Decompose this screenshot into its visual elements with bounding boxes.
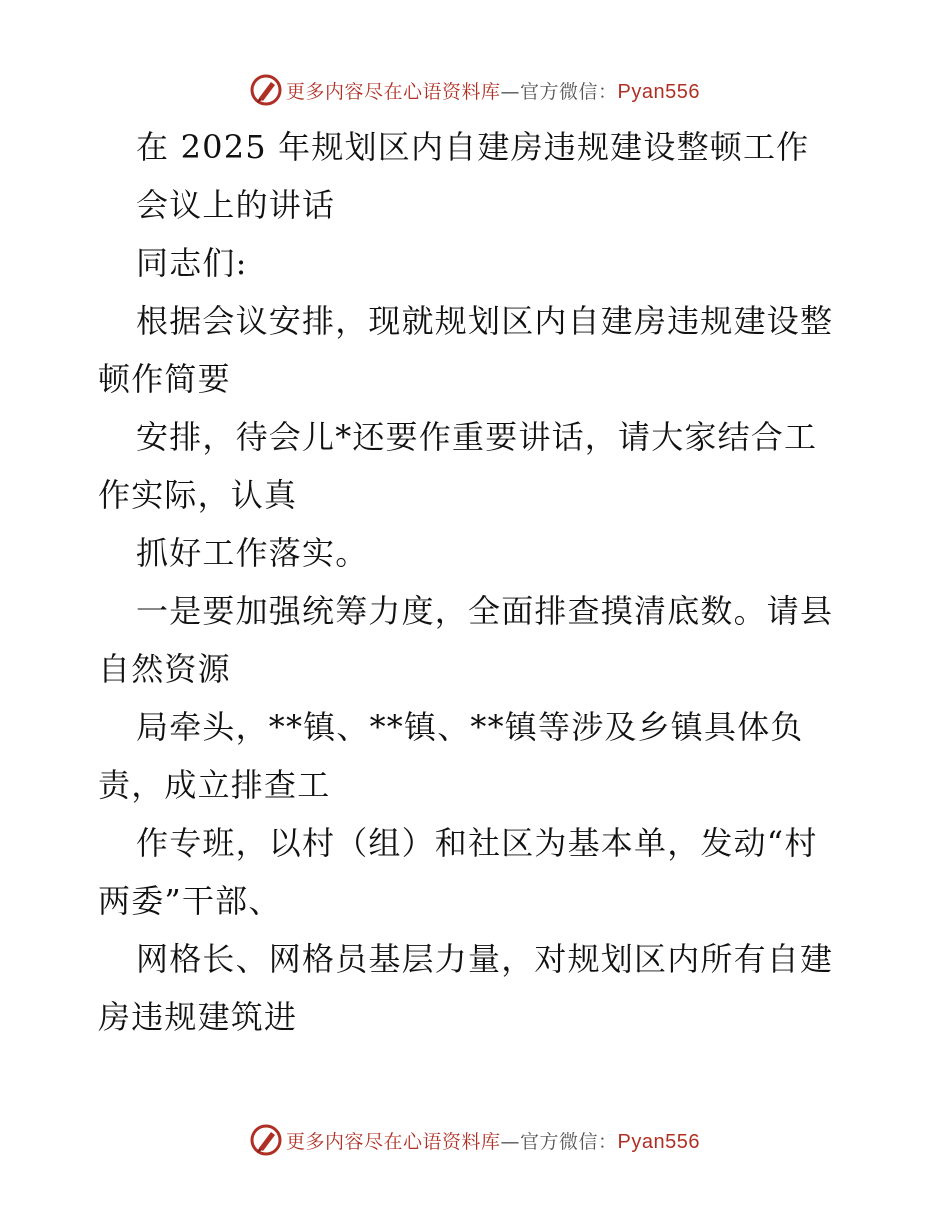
watermark-wechat-label: 官方微信： [520,1130,618,1153]
text-line: 一是要加强统筹力度，全面排查摸清底数。请县 [136,592,834,630]
text-line: 自然资源 [98,650,231,688]
text-line: 在 2025 年规划区内自建房违规建设整顿工作 [136,128,810,166]
text-line: 安排，待会儿*还要作重要讲话，请大家结合工 [136,418,818,456]
text-line: 房违规建筑进 [98,998,298,1036]
text-line: 责，成立排查工 [98,766,331,804]
header-watermark [0,70,950,110]
watermark-wechat-label: 官方微信： [520,80,618,103]
watermark-separator: — [500,80,521,103]
text-line: 局牵头，**镇、**镇、**镇等涉及乡镇具体负 [136,708,804,746]
footer-watermark [0,1120,950,1160]
text-line: 会议上的讲话 [136,186,336,224]
text-line: 根据会议安排，现就规划区内自建房违规建设整 [136,302,834,340]
pen-logo-icon [250,74,282,106]
text-line: 同志们: [136,244,248,282]
watermark-text: 更多内容尽在心语资料库 [286,1130,501,1153]
watermark-wechat-id: Pyan556 [617,1130,700,1153]
watermark-wechat-id: Pyan556 [617,80,700,103]
text-line: 网格长、网格员基层力量，对规划区内所有自建 [136,940,834,978]
pen-logo-icon [250,1124,282,1156]
text-line: 作专班，以村（组）和社区为基本单，发动“村 [136,824,818,862]
watermark-separator: — [500,1130,521,1153]
text-line: 顿作简要 [98,360,231,398]
text-line: 两委”干部、 [98,882,282,920]
document-body [98,118,858,1046]
text-line: 作实际，认真 [98,476,298,514]
text-line: 抓好工作落实。 [136,534,369,572]
watermark-text: 更多内容尽在心语资料库 [286,80,501,103]
